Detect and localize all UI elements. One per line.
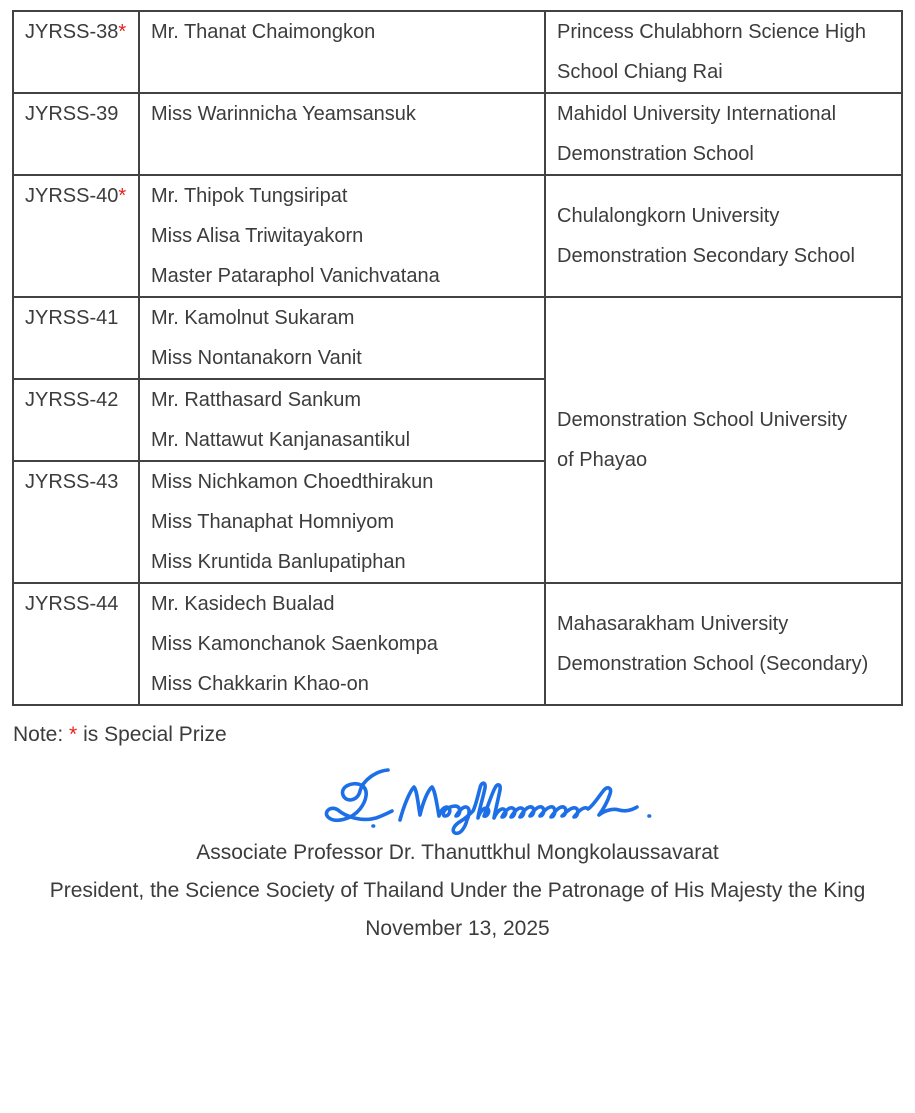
participant-name: Miss Nichkamon Choedthirakun xyxy=(151,471,434,493)
signature-ink xyxy=(326,770,649,833)
participant-name: Miss Kamonchanok Saenkompa xyxy=(151,633,438,655)
participant-name: Mr. Thanat Chaimongkon xyxy=(151,21,376,43)
award-code-cell xyxy=(13,583,139,705)
school-name-line: Princess Chulabhorn Science High xyxy=(557,21,867,43)
special-prize-star: * xyxy=(118,185,127,207)
participant-name: Miss Chakkarin Khao-on xyxy=(151,673,369,695)
award-code-cell xyxy=(13,93,139,175)
note-text: is Special Prize xyxy=(83,723,227,746)
award-code-cell xyxy=(13,297,139,379)
participant-name: Mr. Kamolnut Sukaram xyxy=(151,307,355,329)
participant-name: Master Pataraphol Vanichvatana xyxy=(151,265,440,287)
names-cell xyxy=(139,11,545,93)
school-name-line: Demonstration Secondary School xyxy=(557,245,855,267)
award-code-cell xyxy=(13,461,139,583)
special-prize-note xyxy=(13,720,227,750)
award-code: JYRSS-43 xyxy=(25,471,119,493)
note-label: Note: xyxy=(13,723,64,746)
school-name-line: Chulalongkorn University xyxy=(557,205,780,227)
award-code-cell xyxy=(13,175,139,297)
school-name-line: Demonstration School xyxy=(557,143,754,165)
participant-name: Miss Kruntida Banlupatiphan xyxy=(151,551,406,573)
names-cell xyxy=(139,297,545,379)
school-name-line: of Phayao xyxy=(557,449,648,471)
award-code: JYRSS-40 xyxy=(25,185,119,207)
school-cell xyxy=(545,175,902,297)
award-code: JYRSS-42 xyxy=(25,389,119,411)
participant-name: Mr. Nattawut Kanjanasantikul xyxy=(151,429,411,451)
school-cell-merged xyxy=(545,297,902,583)
names-cell xyxy=(139,93,545,175)
signature-block xyxy=(318,762,658,842)
participant-name: Mr. Thipok Tungsiripat xyxy=(151,185,348,207)
school-name-line: School Chiang Rai xyxy=(557,61,723,83)
award-code-cell xyxy=(13,11,139,93)
award-code: JYRSS-41 xyxy=(25,307,119,329)
participant-name: Miss Nontanakorn Vanit xyxy=(151,347,362,369)
participant-name: Mr. Ratthasard Sankum xyxy=(151,389,362,411)
note-star-icon: * xyxy=(69,723,78,746)
school-name-line: Demonstration School (Secondary) xyxy=(557,653,869,675)
participant-name: Miss Warinnicha Yeamsansuk xyxy=(151,103,416,125)
table-row xyxy=(13,175,902,297)
participant-name: Miss Thanaphat Homniyom xyxy=(151,511,395,533)
signer-title: President, the Science Society of Thailand Under the Patronage of His Majesty the King xyxy=(49,879,866,902)
signer-name: Associate Professor Dr. Thanuttkhul Mongkolaussavarat xyxy=(196,841,719,864)
names-cell xyxy=(139,175,545,297)
signature-scribble-icon xyxy=(318,762,658,842)
award-code: JYRSS-44 xyxy=(25,593,119,615)
award-code-cell xyxy=(13,379,139,461)
award-results-table xyxy=(12,10,903,706)
award-code: JYRSS-38 xyxy=(25,21,119,43)
school-name-line: Mahasarakham University xyxy=(557,613,789,635)
special-prize-star: * xyxy=(118,21,127,43)
table-row xyxy=(13,93,902,175)
names-cell xyxy=(139,583,545,705)
table-row xyxy=(13,297,902,379)
school-name-line: Mahidol University International xyxy=(557,103,837,125)
names-cell xyxy=(139,379,545,461)
participant-name: Mr. Kasidech Bualad xyxy=(151,593,335,615)
participant-name: Miss Alisa Triwitayakorn xyxy=(151,225,364,247)
school-cell xyxy=(545,93,902,175)
names-cell xyxy=(139,461,545,583)
table-row xyxy=(13,11,902,93)
school-name-line: Demonstration School University xyxy=(557,409,848,431)
award-code: JYRSS-39 xyxy=(25,103,119,125)
school-cell xyxy=(545,11,902,93)
signoff-date: November 13, 2025 xyxy=(365,917,550,940)
school-cell xyxy=(545,583,902,705)
table-row xyxy=(13,583,902,705)
